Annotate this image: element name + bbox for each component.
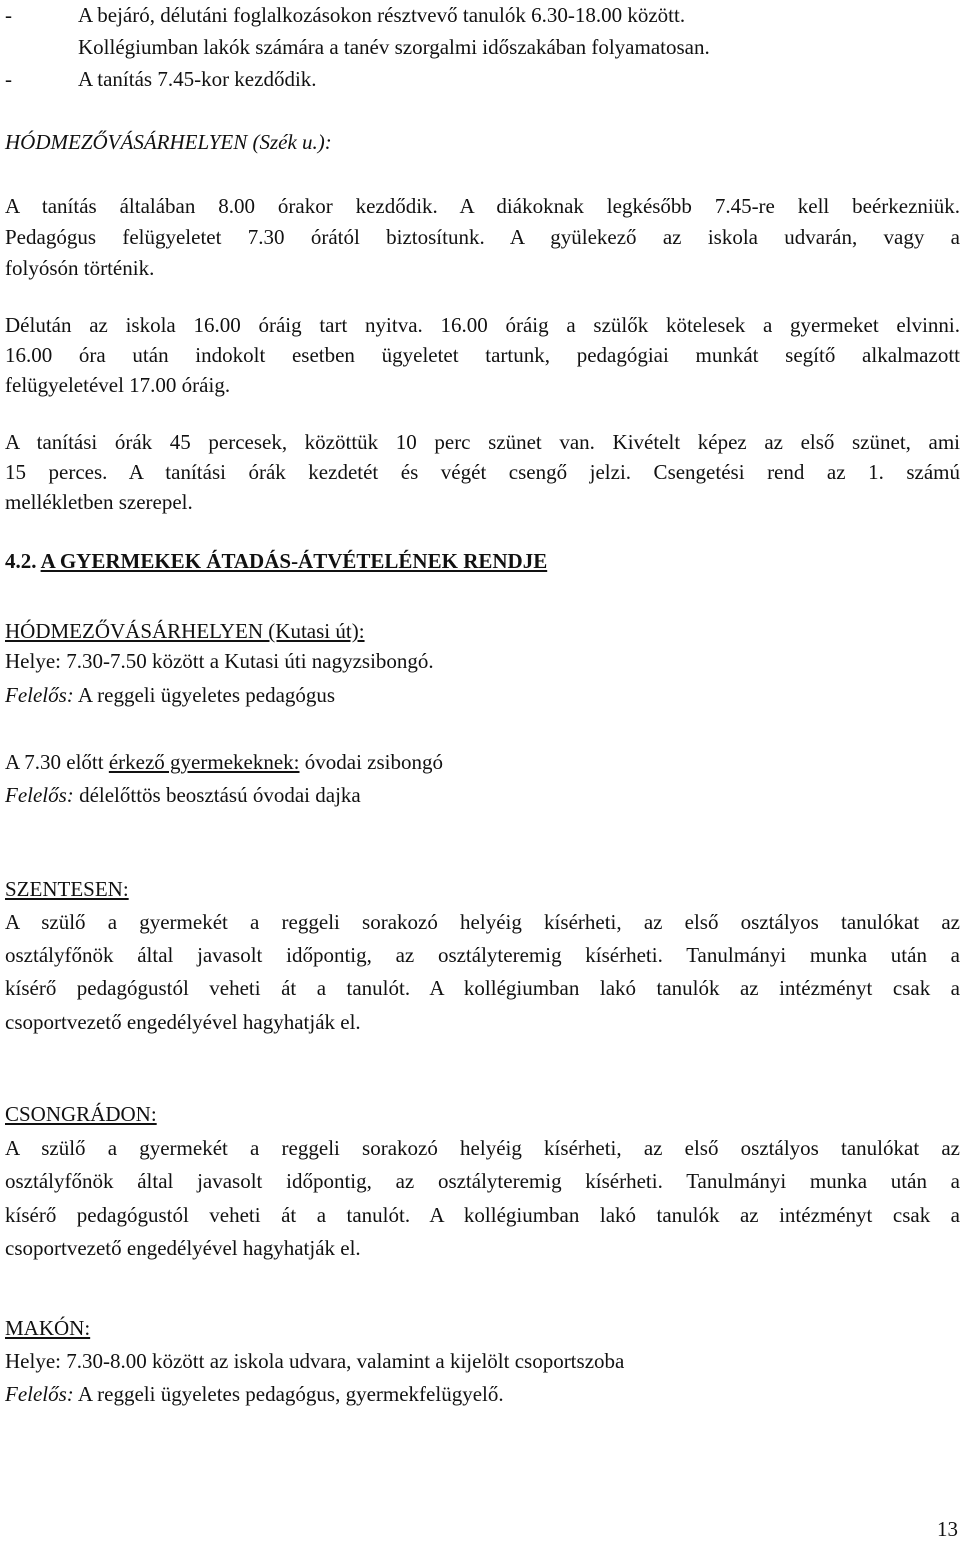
section-title-text: A GYERMEKEK ÁTADÁS-ÁTVÉTELÉNEK RENDJE bbox=[40, 549, 548, 573]
early-arrival-line bbox=[5, 747, 960, 777]
section-number: 4.2. bbox=[5, 549, 37, 573]
location-line bbox=[5, 646, 960, 676]
paragraph-line: 15 perces. A tanítási órák kezdetét és végét csengő jelzi. Csengetési rend az 1. számú bbox=[5, 460, 960, 484]
paragraph-line: kísérő pedagógustól veheti át a tanulót. A kollégiumban lakó tanulók az intézményt csak a bbox=[5, 1203, 960, 1227]
felelos-value: délelőttös beosztású óvodai dajka bbox=[79, 783, 361, 807]
paragraph-line: csoportvezető engedélyével hagyhatják el. bbox=[5, 1236, 361, 1260]
helye-value: 7.30-7.50 között a Kutasi úti nagyzsibongó. bbox=[66, 649, 434, 673]
paragraph-line: folyósón történik. bbox=[5, 256, 155, 280]
responsible-line bbox=[5, 1379, 960, 1409]
felelos-value: A reggeli ügyeletes pedagógus, gyermekfelügyelő. bbox=[77, 1382, 504, 1406]
paragraph-line: A tanítás általában 8.00 órakor kezdődik. A diákoknak legkésőbb 7.45-re kell beérkezniük. bbox=[5, 194, 960, 218]
paragraph-line: kísérő pedagógustól veheti át a tanulót. A kollégiumban lakó tanulók az intézményt csak a bbox=[5, 976, 960, 1000]
section-title bbox=[5, 546, 960, 576]
section-heading-hmv-kutasi: HÓDMEZŐVÁSÁRHELYEN (Kutasi út): bbox=[5, 619, 365, 643]
section-heading-szentes: SZENTESEN: bbox=[5, 877, 129, 901]
paragraph-line: Pedagógus felügyeletet 7.30 órától biztosítunk. A gyülekező az iskola udvarán, vagy a bbox=[5, 225, 960, 249]
paragraph-line: felügyeletével 17.00 óráig. bbox=[5, 373, 231, 397]
section-heading-hmv-szek: HÓDMEZŐVÁSÁRHELYEN (Szék u.): bbox=[5, 130, 332, 154]
bullet-text: A bejáró, délutáni foglalkozásokon résztvevő tanulók 6.30-18.00 között. bbox=[78, 3, 686, 27]
felelos-label: Felelős: bbox=[5, 683, 74, 707]
bullet-line bbox=[5, 64, 960, 94]
paragraph-line: csoportvezető engedélyével hagyhatják el. bbox=[5, 1010, 361, 1034]
paragraph-line: osztályfőnök által javasolt időpontig, az osztályteremig kísérheti. Tanulmányi munka után a bbox=[5, 1169, 960, 1193]
early-arrival-pre: A 7.30 előtt bbox=[5, 750, 104, 774]
helye-label: Helye: bbox=[5, 1349, 61, 1373]
section-heading-csongrad: CSONGRÁDON: bbox=[5, 1102, 157, 1126]
paragraph-line: A tanítási órák 45 percesek, közöttük 10 perc szünet van. Kivételt képez az első szünet, ami bbox=[5, 430, 960, 454]
early-arrival-link: érkező gyermekeknek: bbox=[108, 750, 300, 774]
bullet-dash: - bbox=[5, 67, 12, 91]
bullet-dash: - bbox=[5, 3, 12, 27]
paragraph-line: A szülő a gyermekét a reggeli sorakozó helyéig kísérheti, az első osztályos tanulókat az bbox=[5, 1136, 960, 1160]
bullet-line bbox=[5, 0, 960, 30]
early-arrival-post: óvodai zsibongó bbox=[304, 750, 443, 774]
paragraph-line: osztályfőnök által javasolt időpontig, az osztályteremig kísérheti. Tanulmányi munka után a bbox=[5, 943, 960, 967]
location-line bbox=[5, 1346, 960, 1376]
section-heading-mako: MAKÓN: bbox=[5, 1316, 91, 1340]
page-number: 13 bbox=[937, 1517, 958, 1541]
paragraph-line: mellékletben szerepel. bbox=[5, 490, 193, 514]
felelos-value: A reggeli ügyeletes pedagógus bbox=[77, 683, 336, 707]
helye-value: 7.30-8.00 között az iskola udvara, valamint a kijelölt csoportszoba bbox=[66, 1349, 625, 1373]
felelos-label: Felelős: bbox=[5, 783, 74, 807]
responsible-line bbox=[5, 680, 960, 710]
responsible-line bbox=[5, 780, 960, 810]
paragraph-line: A szülő a gyermekét a reggeli sorakozó helyéig kísérheti, az első osztályos tanulókat az bbox=[5, 910, 960, 934]
bullet-continuation: Kollégiumban lakók számára a tanév szorgalmi időszakában folyamatosan. bbox=[78, 35, 710, 59]
helye-label: Helye: bbox=[5, 649, 61, 673]
paragraph-line: 16.00 óra után indokolt esetben ügyeletet tartunk, pedagógiai munkát segítő alkalmazott bbox=[5, 343, 960, 367]
felelos-label: Felelős: bbox=[5, 1382, 74, 1406]
paragraph-line: Délután az iskola 16.00 óráig tart nyitva. 16.00 óráig a szülők kötelesek a gyermeket elvinni. bbox=[5, 313, 960, 337]
bullet-text: A tanítás 7.45-kor kezdődik. bbox=[78, 67, 317, 91]
